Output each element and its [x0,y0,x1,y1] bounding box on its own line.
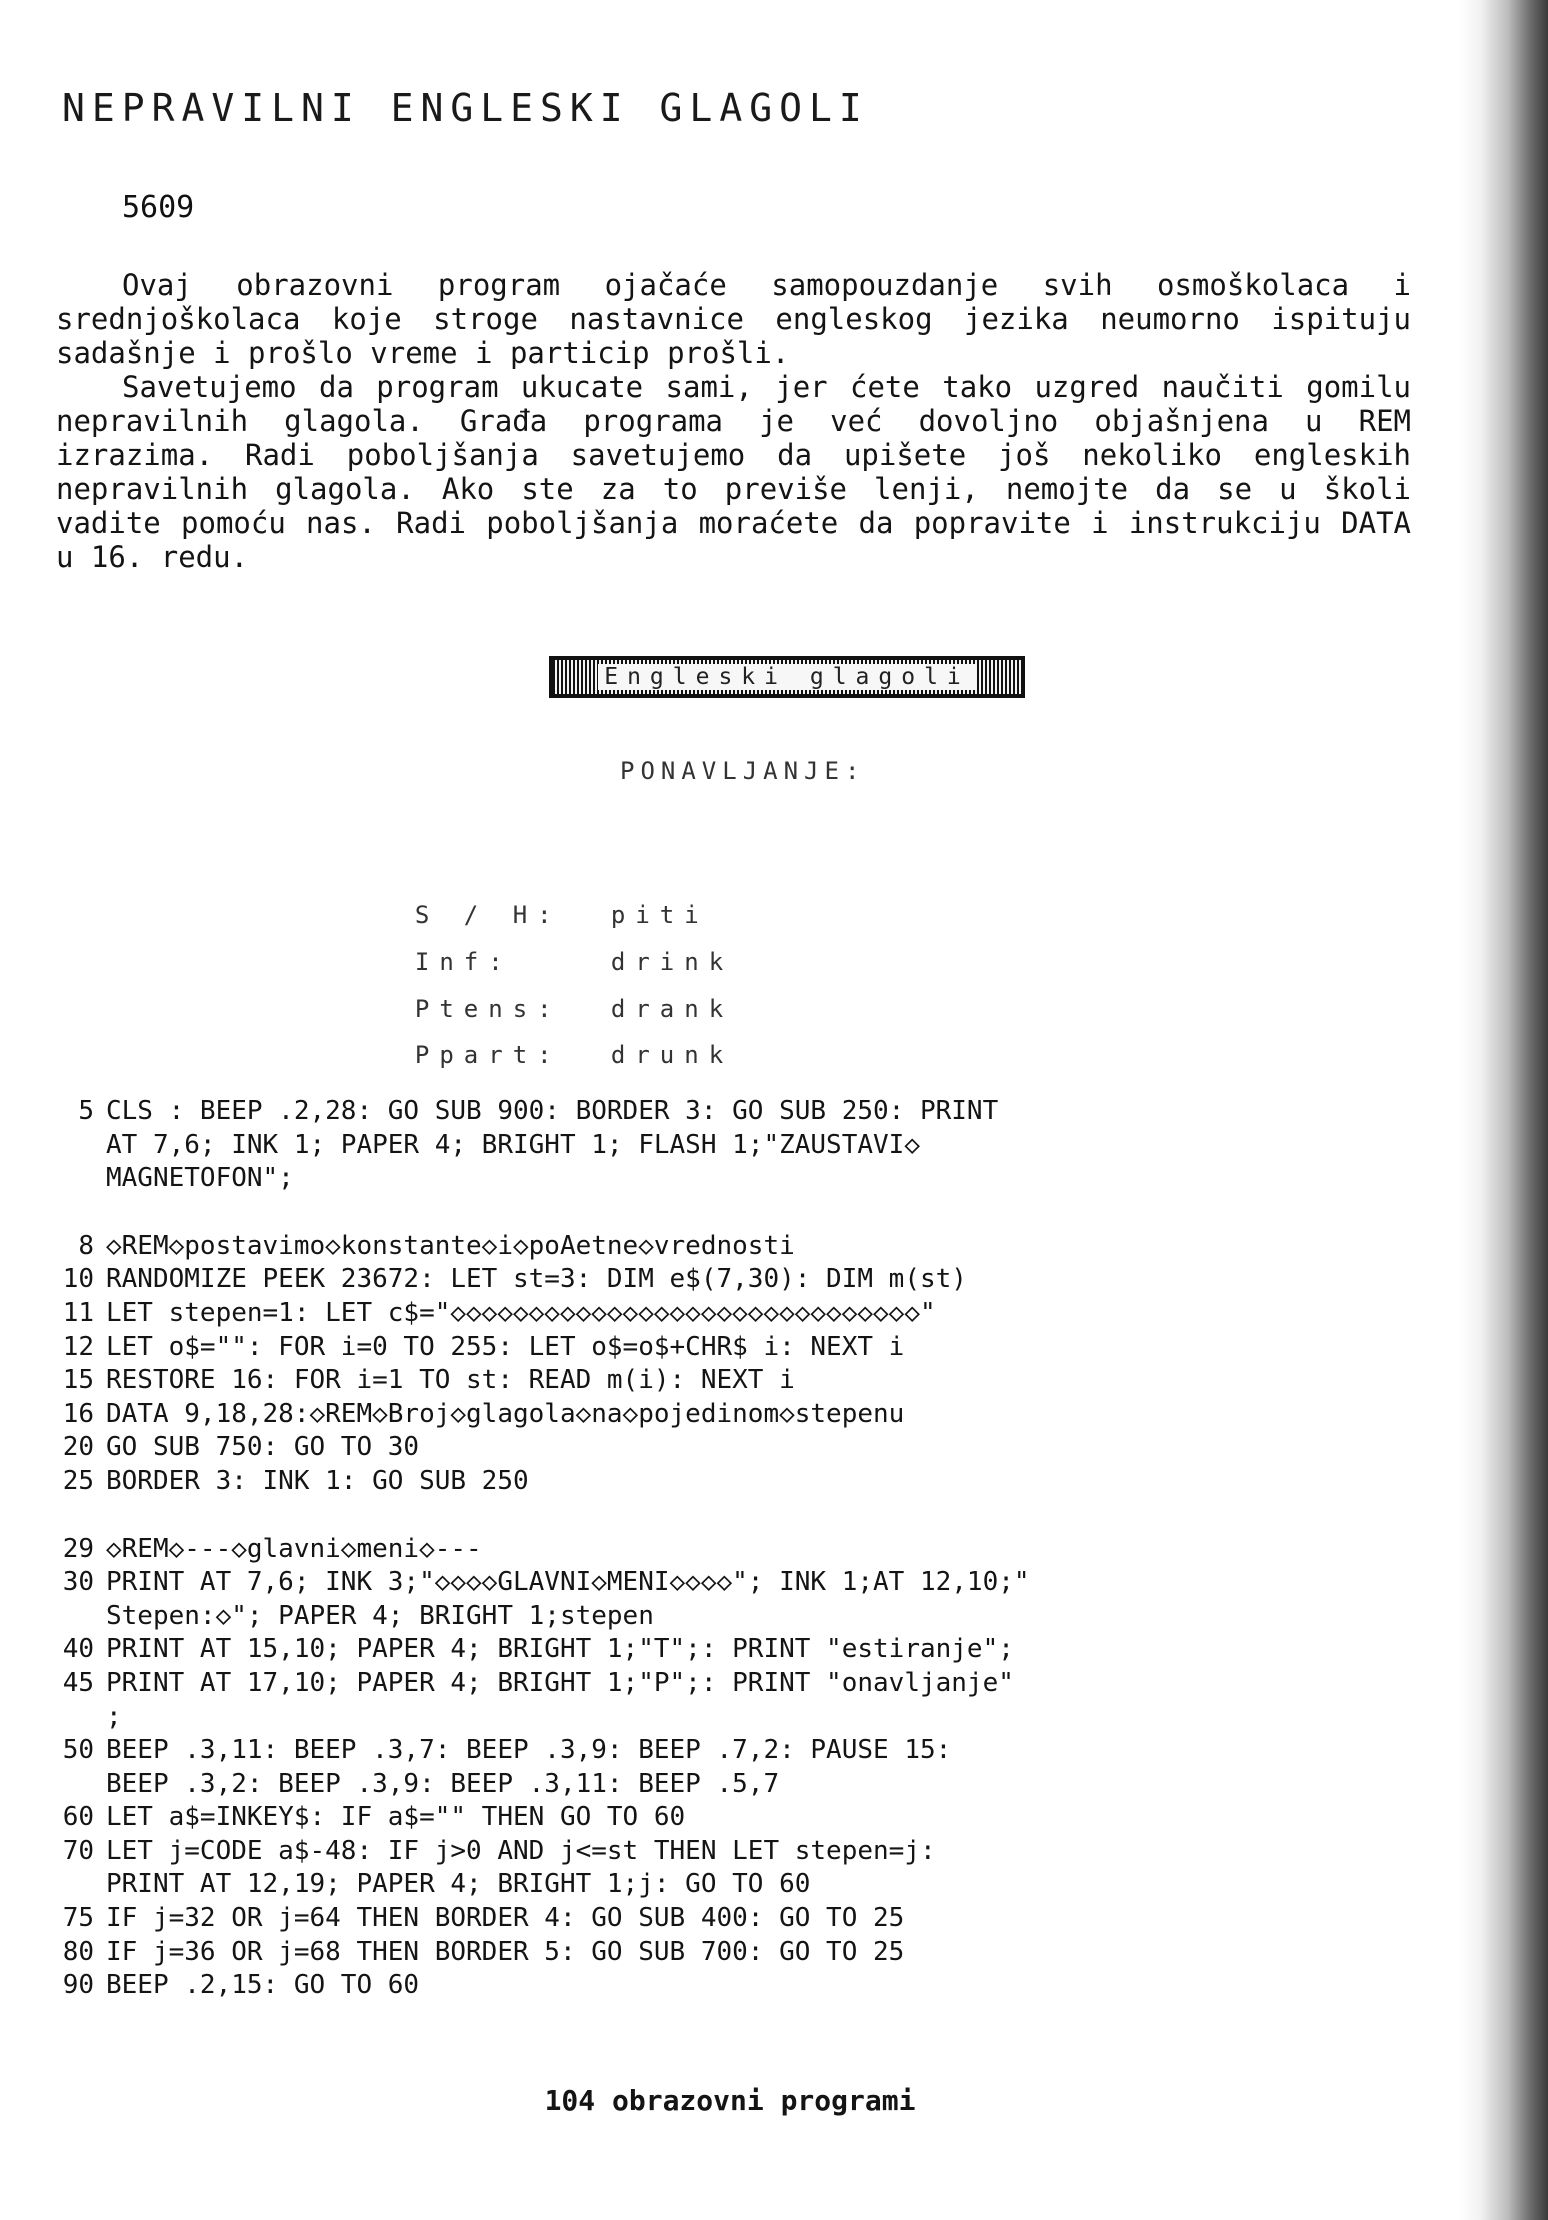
line-number: 11 [62,1297,94,1328]
line-text: PRINT AT 17,10; PAPER 4; BRIGHT 1;"P";: PRINT "onavljanje" ; [106,1667,1014,1732]
screen-heading: PONAVLJANJE: [620,757,866,785]
screen-title-banner [549,656,1025,698]
line-text: LET stepen=1: LET c$="◇◇◇◇◇◇◇◇◇◇◇◇◇◇◇◇◇◇◇◇◇◇◇◇◇◇◇◇◇◇" [106,1297,936,1328]
basic-listing [56,1095,1156,2003]
line-number: 80 [62,1936,94,1967]
line-number: 75 [62,1903,94,1934]
book-spine-shadow [1458,0,1548,2220]
code-line [56,1230,1156,1264]
code-line [56,1364,1156,1398]
line-text: LET a$=INKEY$: IF a$="" THEN GO TO 60 [106,1802,686,1833]
screen-row-value: piti [610,901,709,929]
code-line [56,1331,1156,1365]
line-text: LET o$="": FOR i=0 TO 255: LET o$=o$+CHR$ i: NEXT i [106,1331,905,1362]
code-line [56,1431,1156,1465]
code-line [56,1835,1156,1902]
code-line [56,1902,1156,1936]
code-line [56,1533,1156,1567]
line-text: BORDER 3: INK 1: GO SUB 250 [106,1465,529,1496]
code-line [56,1667,1156,1734]
page-title: NEPRAVILNI ENGLESKI GLAGOLI [62,86,869,130]
screen-row-value: drink [610,948,734,976]
line-text: LET j=CODE a$-48: IF j>0 AND j<=st THEN LET stepen=j: PRINT AT 12,19; PAPER 4; BRIGHT 1;j: GO TO 60 [106,1835,936,1900]
line-number: 25 [62,1465,94,1496]
screen-row-value: drank [610,995,734,1023]
line-number: 10 [62,1264,94,1295]
line-number: 30 [62,1567,94,1598]
line-text: DATA 9,18,28:◇REM◇Broj◇glagola◇na◇pojedinom◇stepenu [106,1398,905,1429]
screen-row [366,1013,733,1069]
line-text: RANDOMIZE PEEK 23672: LET st=3: DIM e$(7,30): DIM m(st) [106,1264,967,1295]
code-line [56,1633,1156,1667]
screen-row-label: Ptens: [414,995,562,1023]
code-line [56,1566,1156,1633]
intro-paragraph: Savetujemo da program ukucate sami, jer ćete tako uzgred naučiti gomilu nepravilnih glagola. Građa programa je već dovoljno objašnjena u REM izrazima. Radi poboljšanja savetujemo da upišete još nekoliko engleskih nepravilnih glagola. Ako ste za to previše lenji, nemojte da se u školi vadite pomoću nas. Radi poboljšanja moraćete da popravite i instrukciju DATA u 16. redu. [56,370,1411,574]
line-text: PRINT AT 7,6; INK 3;"◇◇◇◇GLAVNI◇MENI◇◇◇◇"; INK 1;AT 12,10;" Stepen:◇"; PAPER 4; BRIGHT 1;stepen [106,1567,1030,1631]
intro-paragraph: Ovaj obrazovni program ojačaće samopouzdanje svih osmoškolaca i srednjoškolaca koje stroge nastavnice engleskog jezika neumorno ispituju sadašnje i prošlo vreme i particip prošli. [56,268,1411,370]
program-number: 5609 [122,190,195,225]
line-number: 45 [62,1667,94,1698]
line-number: 29 [62,1533,94,1564]
line-text: BEEP .2,15: GO TO 60 [106,1970,420,2001]
screen-title-text: Engleski glagoli [598,664,976,690]
code-line [56,1801,1156,1835]
screen-row-label: Ppart: [414,1041,562,1069]
page-footer: 104 obrazovni programi [544,2084,916,2117]
line-number: 50 [62,1735,94,1766]
line-number: 8 [78,1230,94,1261]
line-number: 60 [62,1802,94,1833]
code-line [56,1095,1156,1196]
line-number: 12 [62,1331,94,1362]
line-number: 15 [62,1365,94,1396]
screen-row-label: Inf: [414,948,513,976]
line-text: ◇REM◇---◇glavni◇meni◇--- [106,1533,482,1564]
code-line [56,1263,1156,1297]
line-number: 16 [62,1398,94,1429]
code-line [56,1398,1156,1432]
line-text: CLS : BEEP .2,28: GO SUB 900: BORDER 3: GO SUB 250: PRINT AT 7,6; INK 1; PAPER 4; BRIGHT 1; FLASH 1;"ZAUSTAVI◇ MAGNETOFON"; [106,1096,999,1194]
line-text: GO SUB 750: GO TO 30 [106,1432,420,1463]
screen-row-value: drunk [610,1041,734,1069]
code-line [56,1297,1156,1331]
line-text: RESTORE 16: FOR i=1 TO st: READ m(i): NEXT i [106,1365,795,1396]
line-text: BEEP .3,11: BEEP .3,7: BEEP .3,9: BEEP .7,2: PAUSE 15: BEEP .3,2: BEEP .3,9: BEEP .3,11: BEEP .5,7 [106,1735,952,1799]
line-number: 90 [62,1970,94,2001]
line-text: IF j=36 OR j=68 THEN BORDER 5: GO SUB 700: GO TO 25 [106,1936,905,1967]
intro-text [56,268,1411,574]
line-number: 40 [62,1634,94,1665]
line-number: 20 [62,1432,94,1463]
line-text: PRINT AT 15,10; PAPER 4; BRIGHT 1;"T";: PRINT "estiranje"; [106,1634,1014,1665]
line-number: 5 [78,1096,94,1126]
code-line [56,1936,1156,1970]
line-number: 70 [62,1835,94,1866]
line-text: IF j=32 OR j=64 THEN BORDER 4: GO SUB 400: GO TO 25 [106,1903,905,1934]
code-line [56,1465,1156,1499]
code-line [56,1734,1156,1801]
line-text: ◇REM◇postavimo◇konstante◇i◇poAetne◇vrednosti [106,1230,795,1261]
screen-row-label: S / H: [414,901,562,929]
code-line [56,1969,1156,2003]
